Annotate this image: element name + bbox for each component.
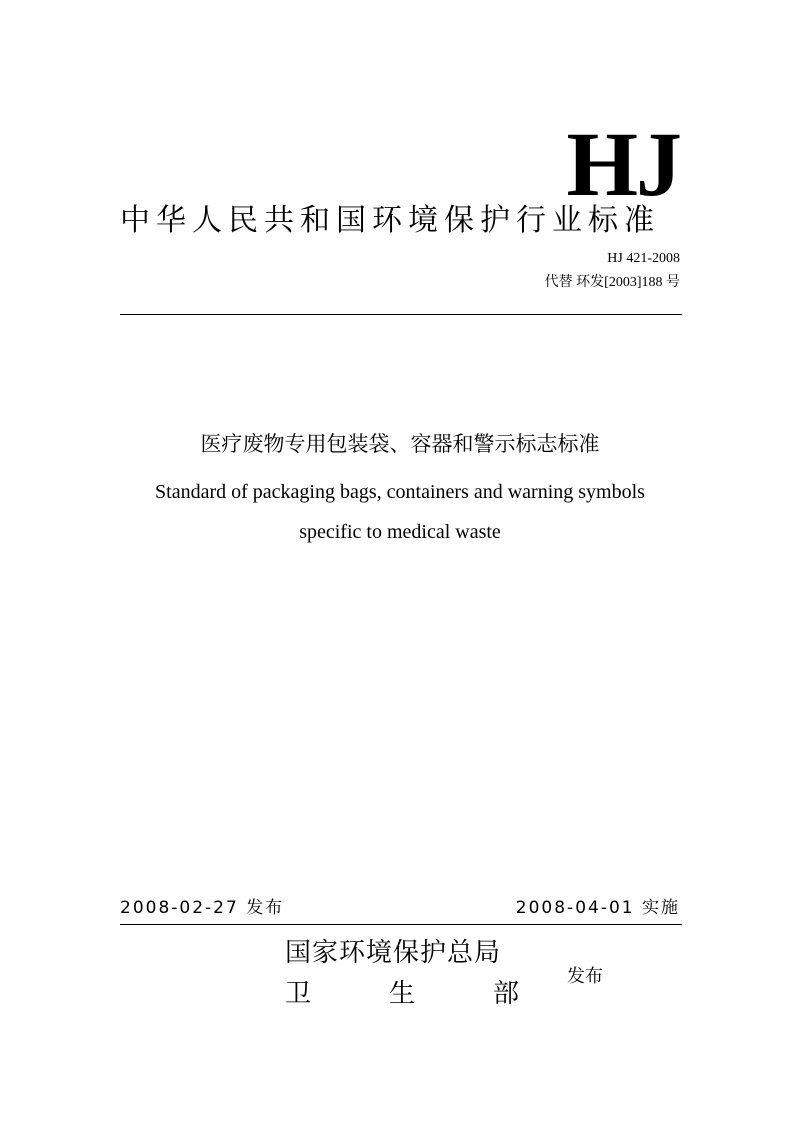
issuer-char: 部 (492, 979, 519, 1009)
document-title-chinese: 医疗废物专用包装袋、容器和警示标志标准 (200, 432, 600, 456)
document-title-english (0, 472, 800, 552)
issuer-ministry-of-health (285, 973, 519, 1010)
standard-logo: HJ (566, 113, 680, 215)
issuer-char: 卫 (285, 979, 312, 1009)
english-title-line-2: specific to medical waste (299, 521, 501, 543)
issuer-sepa: 国家环境保护总局 (285, 938, 502, 968)
publish-label: 发布 (567, 966, 603, 987)
footer-divider (120, 924, 682, 925)
standard-type-heading: 中华人民共和国环境保护行业标准 (120, 203, 660, 238)
standard-code: HJ 421-2008 (607, 251, 680, 266)
header-divider (120, 314, 682, 315)
english-title-line-1: Standard of packaging bags, containers and warning symbols (155, 481, 645, 503)
implementation-date: 2008-04-01 实施 (515, 898, 680, 918)
replaces-note: 代替 环发[2003]188 号 (544, 275, 680, 290)
issuer-char: 生 (388, 979, 415, 1009)
issue-date: 2008-02-27 发布 (120, 898, 285, 918)
